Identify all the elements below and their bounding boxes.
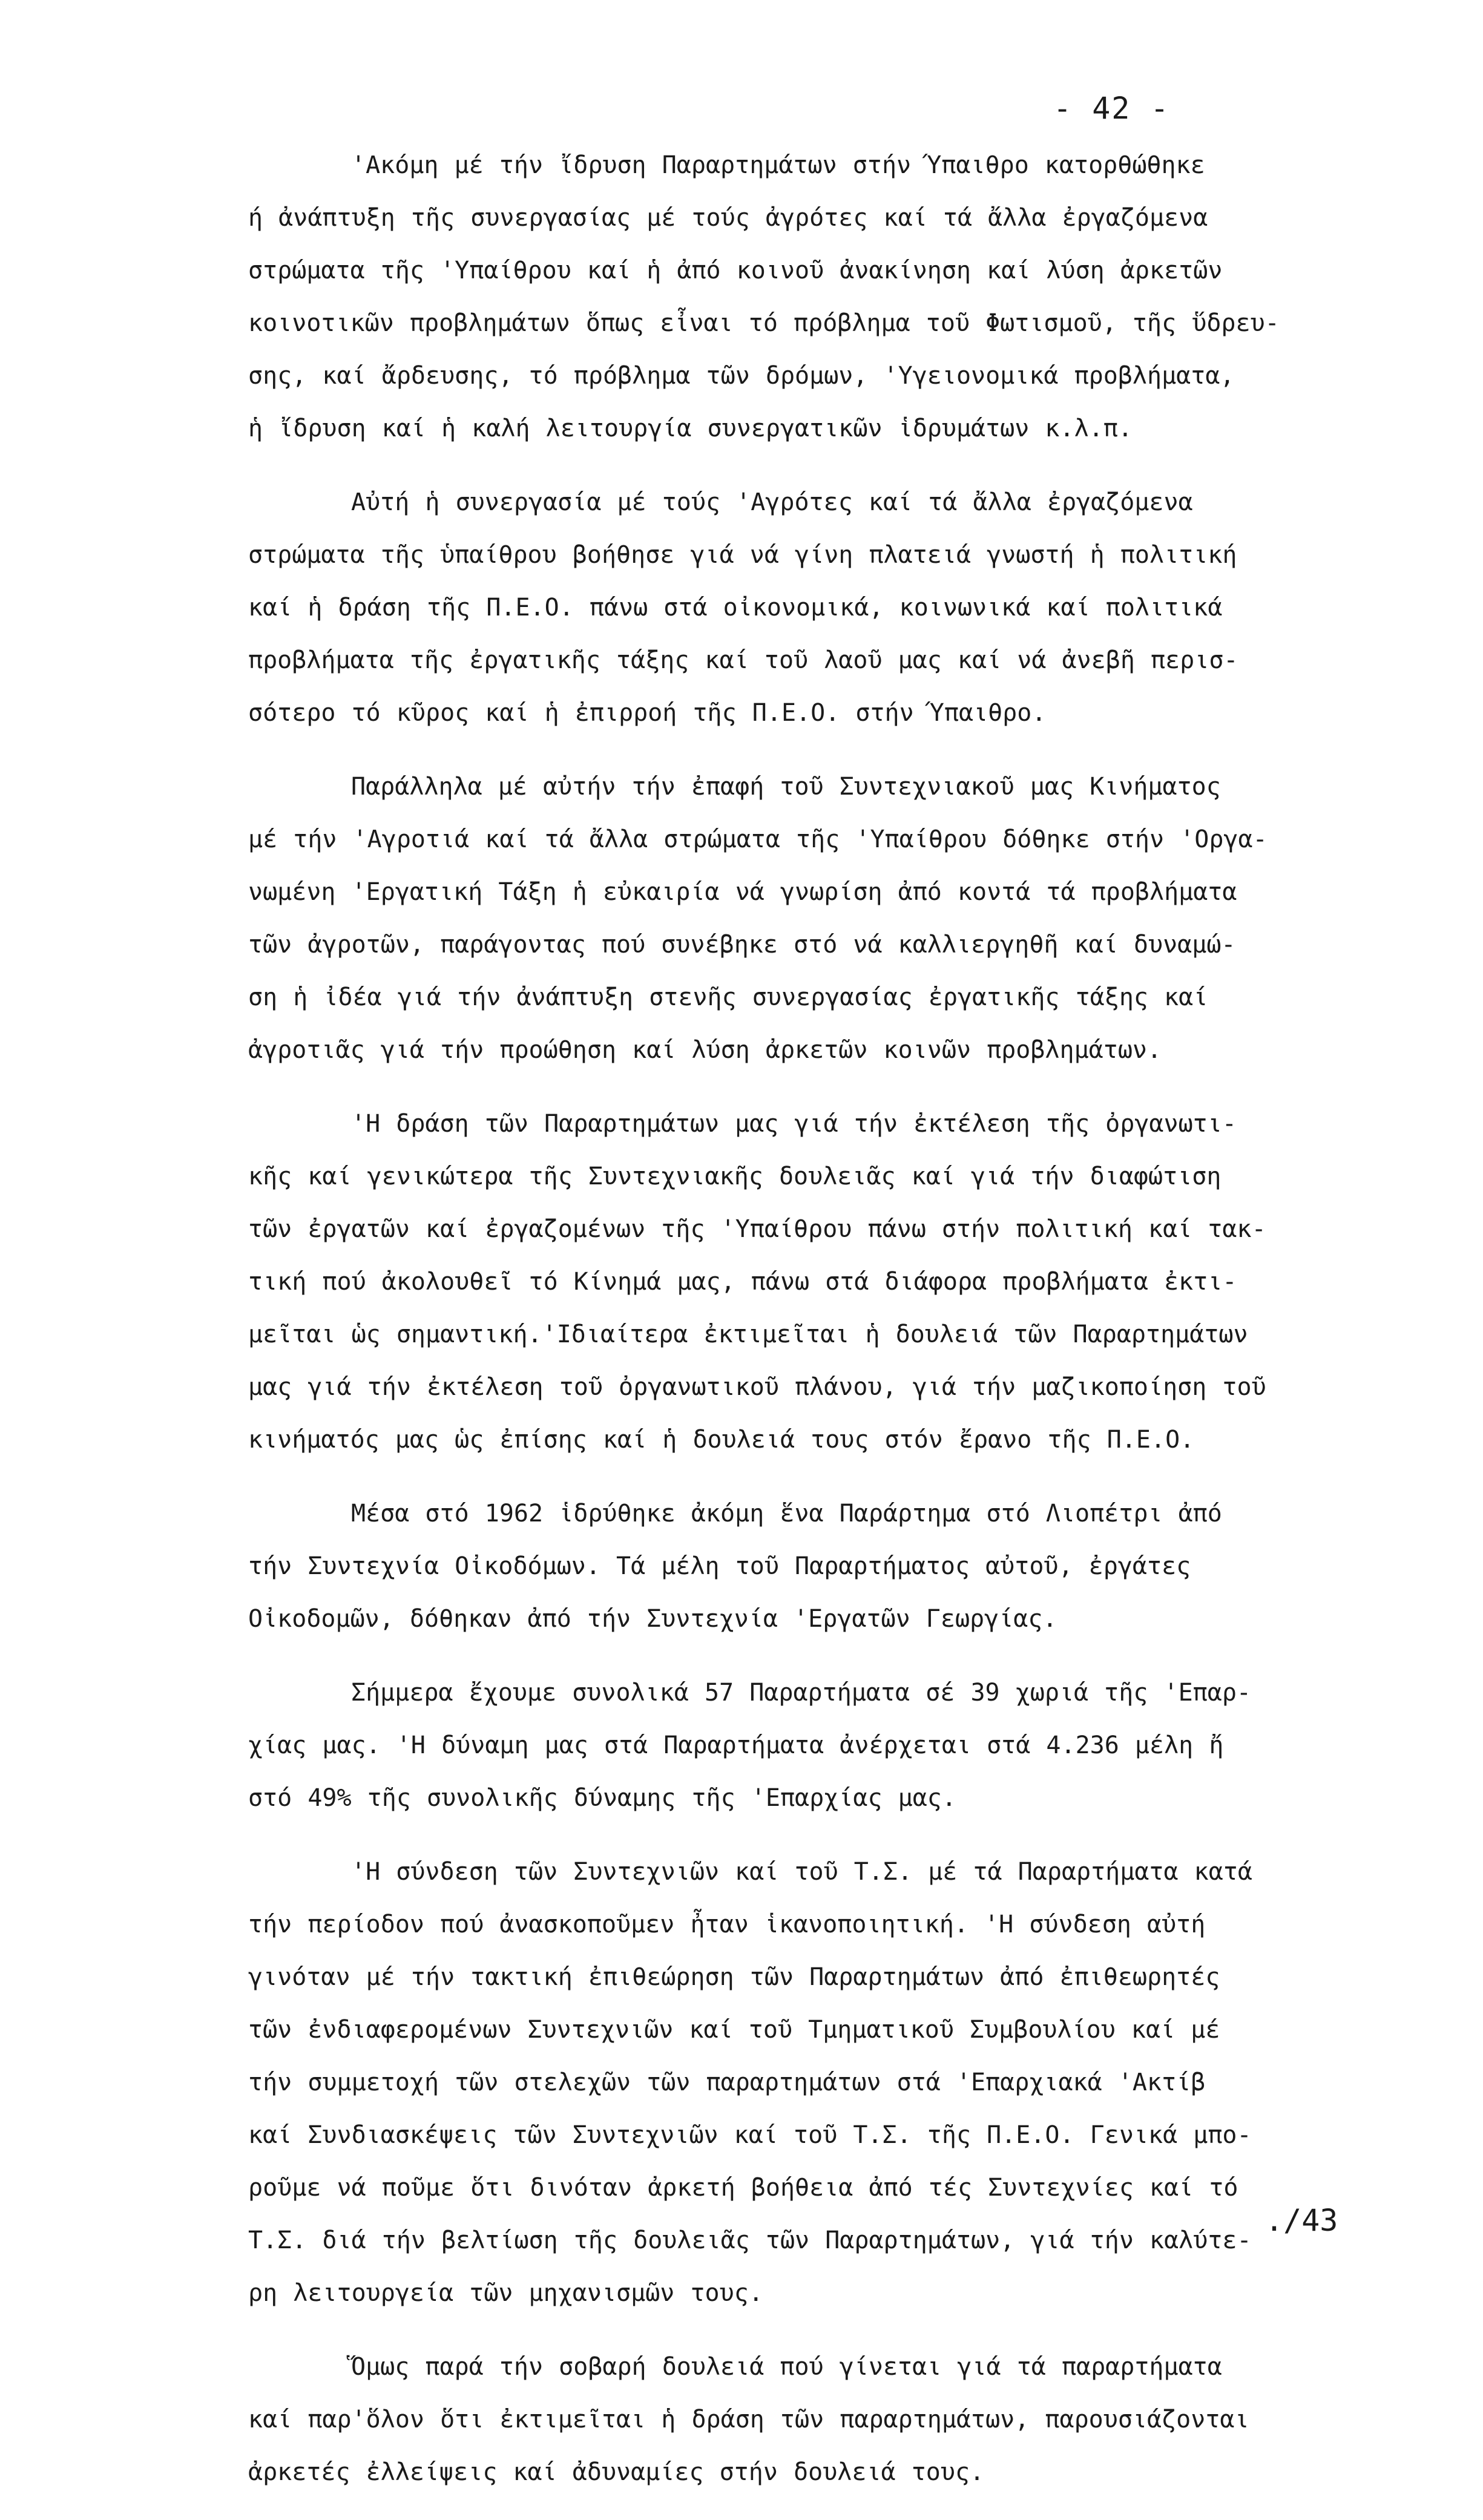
text-line: στρώματα τῆς ὑπαίθρου βοήθησε γιά νά γίνη πλατειά γνωστή ἡ πολιτική	[248, 541, 1237, 569]
text-line: ἀρκετές ἐλλείψεις καί ἀδυναμίες στήν δουλειά τους.	[248, 2458, 985, 2486]
paragraph	[248, 1667, 1429, 1825]
text-line: μεῖται ὡς σημαντική.'Ιδιαίτερα ἐκτιμεῖται ἡ δουλειά τῶν Παραρτημάτων	[248, 1321, 1248, 1348]
text-line: Οἰκοδομῶν, δόθηκαν ἀπό τήν Συντεχνία 'Εργατῶν Γεωργίας.	[248, 1605, 1057, 1633]
body-text	[248, 139, 1429, 2520]
text-line: ή ἀνάπτυξη τῆς συνεργασίας μέ τούς ἀγρότες καί τά ἄλλα ἐργαζόμενα	[248, 204, 1208, 232]
text-line: Παράλληλα μέ αὐτήν τήν ἐπαφή τοῦ Συντεχνιακοῦ μας Κινήματος	[351, 773, 1221, 801]
text-line: ση ἡ ἰδέα γιά τήν ἀνάπτυξη στενῆς συνεργασίας ἐργατικῆς τάξης καί	[248, 983, 1208, 1011]
paragraph	[248, 1098, 1429, 1466]
text-line: καί παρ'ὅλον ὅτι ἐκτιμεῖται ἡ δράση τῶν παραρτημάτων, παρουσιάζονται	[248, 2406, 1249, 2433]
text-line: κινήματός μας ὡς ἐπίσης καί ἡ δουλειά τους στόν ἔρανο τῆς Π.Ε.Ο.	[248, 1426, 1195, 1454]
text-line: Μέσα στό 1962 ἱδρύθηκε ἀκόμη ἕνα Παράρτημα στό Λιοπέτρι ἀπό	[351, 1500, 1222, 1527]
text-line: Τ.Σ. διά τήν βελτίωση τῆς δουλειᾶς τῶν Παραρτημάτων, γιά τήν καλύτε-	[248, 2226, 1252, 2254]
text-line: νωμένη 'Εργατική Τάξη ἡ εὐκαιρία νά γνωρίση ἀπό κοντά τά προβλήματα	[248, 878, 1237, 906]
text-line: ἀγροτιᾶς γιά τήν προώθηση καί λύση ἀρκετῶν κοινῶν προβλημάτων.	[248, 1036, 1162, 1064]
page-number: - 42 -	[1053, 91, 1170, 126]
text-line: κοινοτικῶν προβλημάτων ὅπως εἶναι τό πρόβλημα τοῦ Φωτισμοῦ, τῆς ὕδρευ-	[248, 309, 1280, 337]
text-line: στρώματα τῆς 'Υπαίθρου καί ἡ ἀπό κοινοῦ ἀνακίνηση καί λύση ἀρκετῶν	[248, 257, 1223, 284]
text-line: 'Η δράση τῶν Παραρτημάτων μας γιά τήν ἐκτέλεση τῆς ὀργανωτι-	[351, 1110, 1237, 1138]
text-line: ροῦμε νά ποῦμε ὅτι δινόταν ἀρκετή βοήθεια ἀπό τές Συντεχνίες καί τό	[248, 2174, 1238, 2202]
paragraph	[248, 1488, 1429, 1646]
text-line: ἡ ἴδρυση καί ἡ καλή λειτουργία συνεργατικῶν ἱδρυμάτων κ.λ.π.	[248, 415, 1133, 442]
text-line: τῶν ἀγροτῶν, παράγοντας πού συνέβηκε στό νά καλλιεργηθῆ καί δυναμώ-	[248, 931, 1236, 959]
text-line: κῆς καί γενικώτερα τῆς Συντεχνιακῆς δουλειᾶς καί γιά τήν διαφώτιση	[248, 1163, 1222, 1190]
text-line: μέ τήν 'Αγροτιά καί τά ἄλλα στρώματα τῆς 'Υπαίθρου δόθηκε στήν 'Οργα-	[248, 825, 1268, 853]
text-line: τική πού ἀκολουθεῖ τό Κίνημά μας, πάνω στά διάφορα προβλήματα ἐκτι-	[248, 1268, 1237, 1296]
text-line: Ὅμως παρά τήν σοβαρή δουλειά πού γίνεται γιά τά παραρτήματα	[351, 2353, 1222, 2381]
paragraph	[248, 1846, 1429, 2320]
text-line: καί Συνδιασκέψεις τῶν Συντεχνιῶν καί τοῦ Τ.Σ. τῆς Π.Ε.Ο. Γενικά μπο-	[248, 2121, 1252, 2149]
paragraph	[248, 2341, 1429, 2499]
paragraph	[248, 476, 1429, 740]
paragraph	[248, 761, 1429, 1077]
text-line: τήν Συντεχνία Οἰκοδόμων. Τά μέλη τοῦ Παραρτήματος αὐτοῦ, ἐργάτες	[248, 1552, 1191, 1580]
text-line: προβλήματα τῆς ἐργατικῆς τάξης καί τοῦ λαοῦ μας καί νά ἀνεβῆ περισ-	[248, 646, 1238, 674]
text-line: στό 49% τῆς συνολικῆς δύναμης τῆς 'Επαρχίας μας.	[248, 1784, 956, 1812]
text-line: τήν περίοδον πού ἀνασκοποῦμεν ἦταν ἱκανοποιητική. 'Η σύνδεση αὐτή	[248, 1911, 1206, 1938]
text-line: τῶν ἐργατῶν καί ἐργαζομένων τῆς 'Υπαίθρου πάνω στήν πολιτική καί τακ-	[248, 1215, 1266, 1243]
text-line: ρη λειτουργεία τῶν μηχανισμῶν τους.	[248, 2279, 763, 2307]
text-line: 'Ακόμη μέ τήν ἴδρυση Παραρτημάτων στήν Ύπαιθρο κατορθώθηκε	[351, 151, 1205, 179]
text-line: μας γιά τήν ἐκτέλεση τοῦ ὀργανωτικοῦ πλάνου, γιά τήν μαζικοποίηση τοῦ	[248, 1373, 1266, 1401]
text-line: τῶν ἐνδιαφερομένων Συντεχνιῶν καί τοῦ Τμηματικοῦ Συμβουλίου καί μέ	[248, 2016, 1220, 2044]
text-line: τήν συμμετοχή τῶν στελεχῶν τῶν παραρτημάτων στά 'Επαρχιακά 'Ακτίβ	[248, 2069, 1206, 2096]
paragraph	[248, 139, 1429, 455]
text-line: 'Η σύνδεση τῶν Συντεχνιῶν καί τοῦ Τ.Σ. μέ τά Παραρτήματα κατά	[351, 1858, 1253, 1886]
text-line: γινόταν μέ τήν τακτική ἐπιθεώρηση τῶν Παραρτημάτων ἀπό ἐπιθεωρητές	[248, 1963, 1220, 1991]
text-line: καί ἡ δράση τῆς Π.Ε.Ο. πάνω στά οἰκονομικά, κοινωνικά καί πολιτικά	[248, 594, 1223, 622]
continuation-marker: ./43	[1265, 2203, 1338, 2238]
text-line: Αὐτή ἡ συνεργασία μέ τούς 'Αγρότες καί τά ἄλλα ἐργαζόμενα	[351, 488, 1193, 516]
text-line: Σήμμερα ἔχουμε συνολικά 57 Παραρτήματα σέ 39 χωριά τῆς 'Επαρ-	[351, 1679, 1252, 1707]
text-line: σότερο τό κῦρος καί ἡ ἐπιρροή τῆς Π.Ε.Ο. στήν Ύπαιθρο.	[248, 699, 1047, 727]
text-line: σης, καί ἄρδευσης, τό πρόβλημα τῶν δρόμων, 'Υγειονομικά προβλήματα,	[248, 362, 1235, 390]
text-line: χίας μας. 'Η δύναμη μας στά Παραρτήματα ἀνέρχεται στά 4.236 μέλη ἤ	[248, 1731, 1224, 1759]
